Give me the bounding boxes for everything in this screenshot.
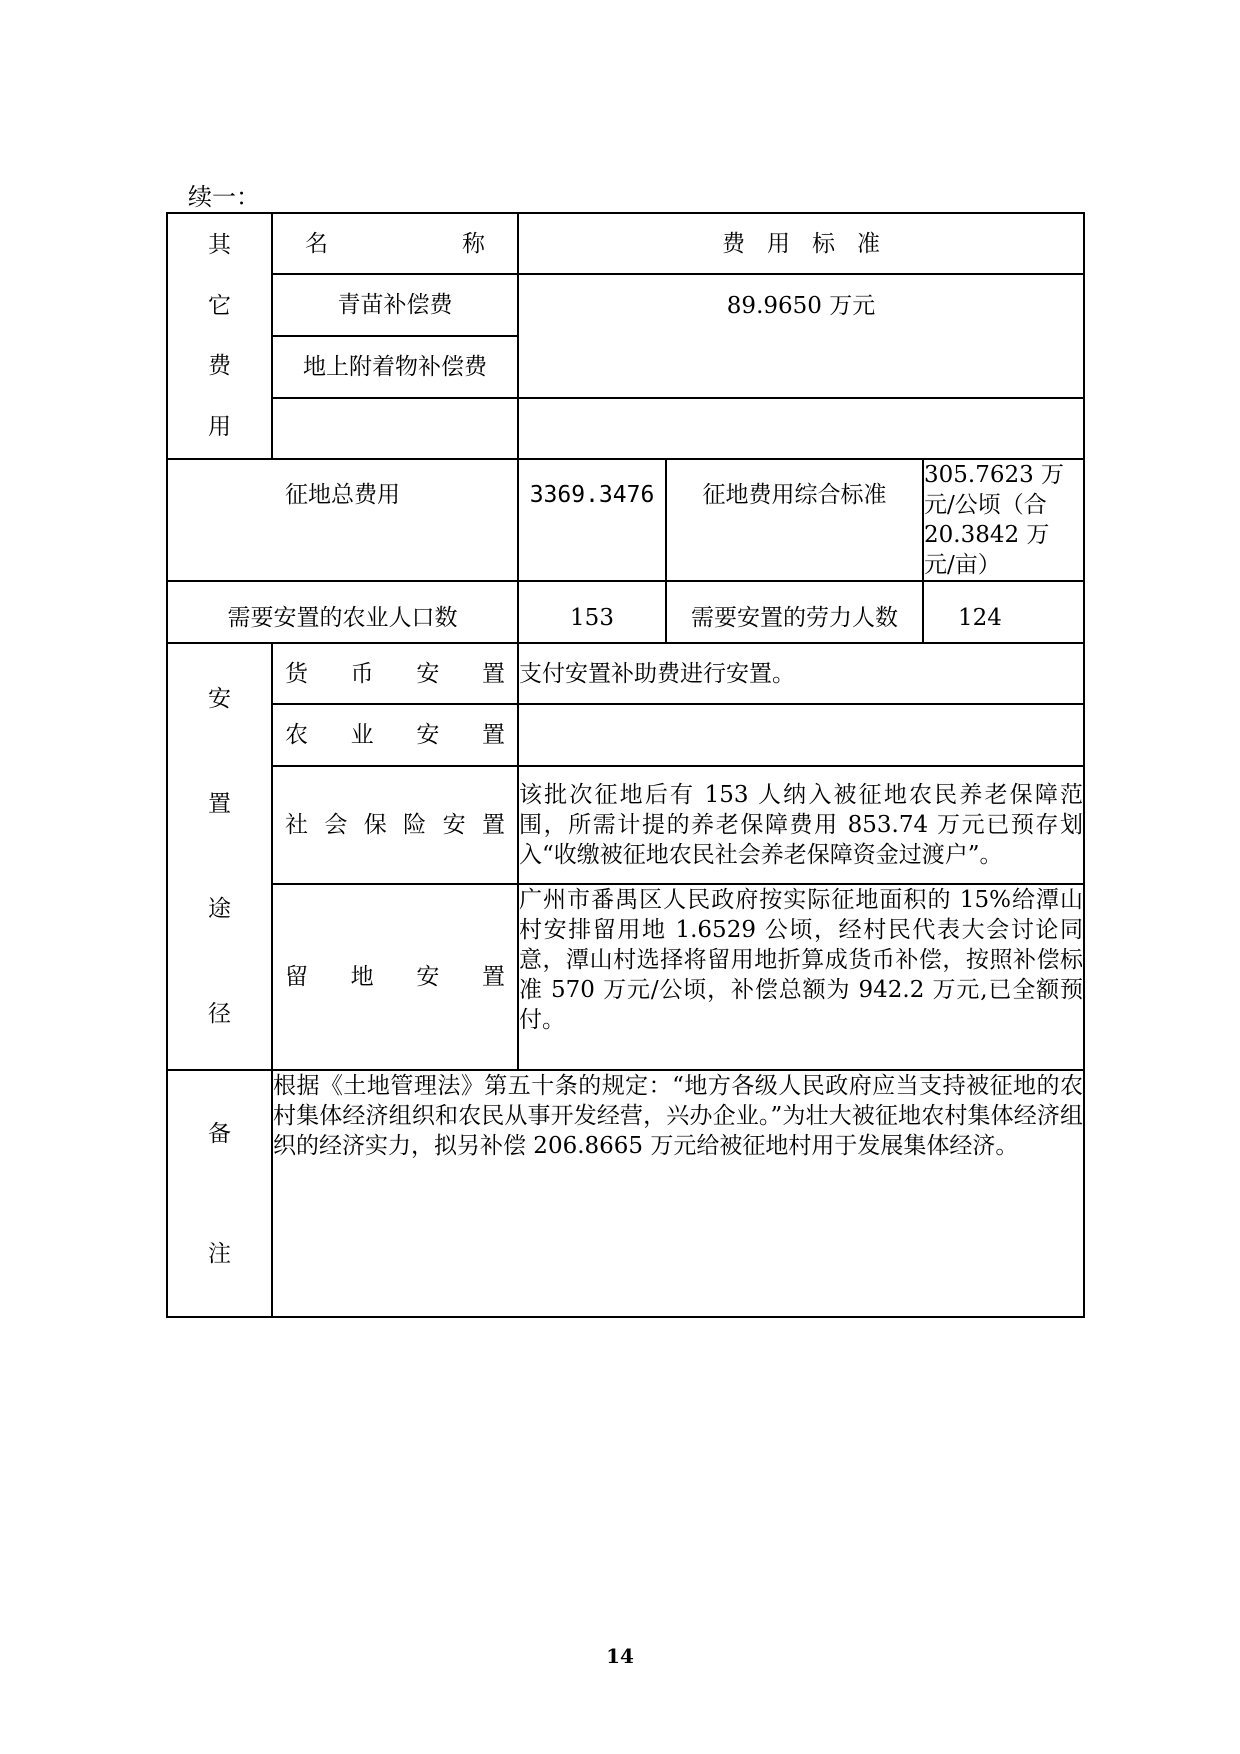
side-char: 置: [208, 791, 231, 817]
standard-line: 20.3842 万: [924, 522, 1050, 548]
name-char: 社: [285, 812, 308, 838]
total-fee-value: 3369.3476: [518, 459, 666, 581]
side-char: 备: [208, 1120, 231, 1147]
page-number: 14: [606, 1644, 634, 1668]
side-char: 注: [208, 1240, 231, 1267]
other-fees-side-label: [167, 213, 272, 459]
standard-header: [518, 213, 1084, 274]
name-header: [272, 213, 518, 274]
population-label: 需要安置的农业人口数: [167, 581, 518, 643]
name-char: 置: [481, 660, 505, 687]
name-char: 安: [442, 812, 466, 838]
name-char: 货: [285, 660, 308, 687]
side-char: 费: [208, 353, 231, 380]
standard-label: 征地费用综合标准: [666, 459, 923, 581]
fee-standard-cell: [518, 398, 1084, 459]
name-char: 置: [481, 722, 505, 748]
name-char: 会: [324, 812, 348, 838]
resettlement-name: [272, 643, 518, 704]
resettlement-content: 该批次征地后有 153 人纳入被征地农民养老保障范围，所需计提的养老保障费用 853.74 万元已预存划入“收缴被征地农民社会养老保障资金过渡户”。: [518, 766, 1084, 884]
name-char: 留: [285, 964, 308, 990]
fee-name-cell: 地上附着物补偿费: [272, 336, 518, 398]
side-char: 其: [208, 232, 231, 259]
total-fee-label: 征地总费用: [167, 459, 518, 581]
header-char: 费: [722, 230, 745, 257]
header-char: 名: [305, 230, 328, 257]
resettlement-name: [272, 704, 518, 766]
resettlement-side-label: [167, 643, 272, 1070]
fee-standard-value: 89.9650 万元: [726, 293, 876, 319]
name-char: 币: [350, 660, 374, 687]
side-char: 安: [208, 686, 231, 712]
header-char: 用: [767, 230, 790, 257]
land-acquisition-table: [166, 212, 1085, 1318]
name-char: 险: [403, 812, 427, 838]
fee-standard-cell: [518, 274, 1084, 398]
name-char: 置: [481, 812, 505, 838]
name-char: 安: [416, 964, 440, 990]
name-char: 保: [363, 812, 387, 838]
name-char: 农: [285, 722, 308, 748]
side-char: 径: [208, 1001, 231, 1027]
side-char: 用: [208, 413, 231, 440]
resettlement-content: [518, 704, 1084, 766]
heading: 续一：: [188, 183, 260, 211]
name-char: 地: [350, 964, 374, 990]
remarks-content: 根据《土地管理法》第五十条的规定：“地方各级人民政府应当支持被征地的农村集体经济组织和农民从事开发经营，兴办企业。”为壮大被征地农村集体经济组织的经济实力，拟另补偿 206.8665 万元给被征地村用于发展集体经济。: [272, 1070, 1084, 1317]
labor-value: 124: [923, 581, 1084, 643]
standard-line: 305.7623 万: [924, 462, 1065, 488]
header-char: 准: [857, 230, 880, 257]
name-char: 安: [416, 660, 440, 687]
resettlement-content: 支付安置补助费进行安置。: [518, 643, 1084, 704]
fee-name-cell: [272, 398, 518, 459]
side-char: 途: [208, 896, 231, 922]
header-char: 称: [462, 230, 485, 257]
remarks-side-label: [167, 1070, 272, 1317]
fee-name-cell: 青苗补偿费: [272, 274, 518, 336]
standard-line: 元/亩）: [924, 552, 1001, 578]
resettlement-name: [272, 884, 518, 1070]
standard-value: [923, 459, 1084, 581]
side-char: 它: [208, 292, 231, 319]
population-value: 153: [518, 581, 666, 643]
labor-label: 需要安置的劳力人数: [666, 581, 923, 643]
resettlement-name: [272, 766, 518, 884]
name-char: 业: [350, 722, 374, 748]
header-char: 标: [812, 230, 835, 257]
name-char: 置: [481, 964, 505, 990]
standard-line: 元/公顷（合: [924, 492, 1047, 518]
resettlement-content: 广州市番禺区人民政府按实际征地面积的 15%给潭山村安排留用地 1.6529 公顷，经村民代表大会讨论同意，潭山村选择将留用地折算成货币补偿，按照补偿标准 570 万元/公顷，补偿总额为 942.2 万元,已全额预付。: [518, 884, 1084, 1070]
name-char: 安: [416, 722, 440, 748]
